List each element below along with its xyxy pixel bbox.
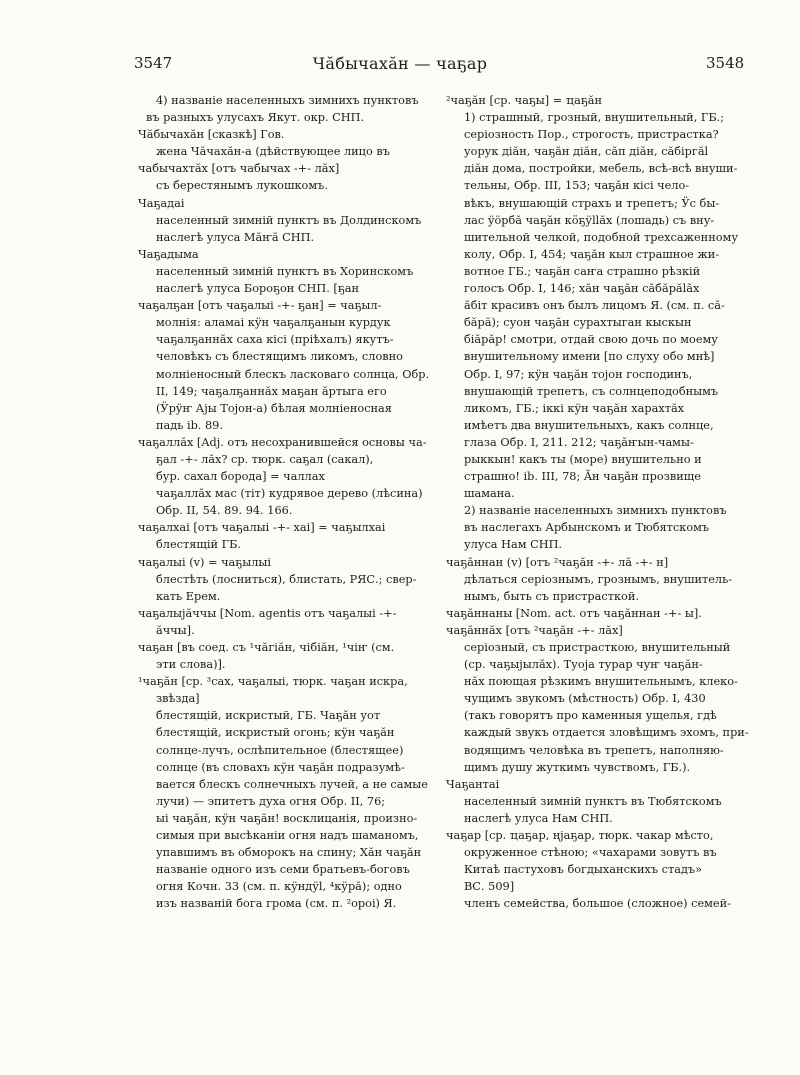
text-line: чаҕалҕаннăх саха кісі (пріѣхалъ) якутъ-	[156, 333, 394, 347]
text-line: Чăбычахăн [сказкѣ] Гов.	[138, 128, 285, 142]
text-line: колу, Обр. I, 454; чаҕăн кыл страшное жи-	[464, 247, 720, 261]
text-line: 1) страшный, грозный, внушительный, ГБ.;	[464, 111, 725, 125]
text-line: названіе одного изъ семи братьевъ-боговъ	[156, 863, 410, 877]
page-header	[0, 54, 800, 80]
text-line: изъ названій бога грома (см. п. ²ороі) Я.	[156, 897, 397, 911]
text-line: II, 149; чаҕалҕаннăх маҕан ăртыга его	[156, 384, 387, 398]
text-line: населенный зимній пунктъ въ Хоринскомъ	[156, 264, 414, 278]
text-line: имѣетъ два внушительныхъ, какъ солнце,	[464, 418, 714, 432]
text-line: блестящій, искристый огонь; кӱн чаҕăн	[156, 726, 395, 740]
text-line: ²чаҕăн [ср. чаҕы] = ҵаҕăн	[446, 94, 603, 107]
text-line: щимъ душу жуткимъ чувствомъ, ГБ.).	[464, 760, 691, 774]
text-line: въ разныхъ улусахъ Якут. окр. СНП.	[146, 111, 365, 125]
text-line: солнце (въ словахъ кӱн чаҕăн подразумѣ-	[156, 760, 405, 774]
text-line: дiăн дома, постройки, мебель, всѣ-всѣ внуши-	[464, 162, 738, 176]
text-line: шамана.	[464, 487, 515, 501]
text-line: вотное ГБ.; чаҕăн саҥа страшно рѣзкій	[464, 264, 701, 278]
text-line: молнія: аламаі кӱн чаҕалҕанын курдук	[156, 316, 391, 330]
text-line: членъ семейства, большое (сложное) семей-	[464, 897, 731, 911]
text-line: серіозность Пор., строгость, пристрастка?	[464, 128, 719, 142]
text-line: (такъ говорятъ про каменныя ущелья, гдѣ	[464, 709, 717, 723]
text-line: молніеносный блескъ ласковаго солнца, Обр.	[156, 367, 430, 381]
left-column	[138, 92, 436, 1060]
text-line: дѣлаться серіознымъ, грознымъ, внушитель-	[464, 572, 733, 586]
text-line: внушительному имени [по слуху обо мнѣ]	[464, 350, 715, 364]
text-line: блестящій ГБ.	[156, 538, 241, 552]
text-line: чаҕан [въ соед. съ ¹чăгіăн, чібіăн, ¹чіҥ (см.	[138, 641, 395, 654]
text-line: эти слова)].	[156, 658, 226, 672]
text-line: чаҕăннан (v) [отъ ²чаҕăн -+- лă -+- н]	[446, 555, 669, 569]
text-line: огня Кочн. 33 (см. п. кӱндӱl, ⁴кӱрă); одно	[156, 880, 402, 894]
right-column	[446, 92, 761, 1060]
text-line: населенный зимній пунктъ въ Тюбятскомъ	[464, 794, 722, 808]
text-line: ҕал -+- лăх? ср. тюрк. саҕал (сакал),	[156, 452, 374, 466]
text-line: чаҕăннăх [отъ ²чаҕăн -+- лăх]	[446, 623, 623, 637]
text-line: окруженное стѣною; «чахарами зовутъ въ	[464, 846, 717, 860]
text-line: глаза Обр. I, 211. 212; чаҕăҥын-чамы-	[464, 435, 694, 449]
text-line: ВС. 509]	[464, 880, 515, 894]
text-line: чаҕаллăх [Adj. отъ несохранившейся основы ча-	[138, 435, 427, 449]
text-line: ăччы].	[156, 623, 195, 637]
text-line: Чаҕадаі	[138, 196, 185, 210]
text-line: тельны, Обр. III, 153; чаҕăн кісі чело-	[464, 179, 690, 193]
text-line: чаҕăннаны [Nom. act. отъ чаҕăннан -+- ы].	[446, 606, 702, 620]
text-line: нăх поющая рѣзкимъ внушительнымъ, клеко-	[464, 675, 738, 689]
text-line: чаҕалыі (v) = чаҕылыі	[138, 555, 271, 569]
text-line: Обр. II, 54. 89. 94. 166.	[156, 504, 293, 518]
text-line: чаҕалхаі [отъ чаҕалыі -+- хаі] = чаҕылхаі	[138, 521, 386, 535]
text-line: 2) названіе населенныхъ зимнихъ пунктовъ	[464, 504, 727, 518]
text-line: чаҕалыjăччы [Nom. agentis отъ чаҕалыі -+-	[138, 606, 397, 620]
text-line: чущимъ звукомъ (мѣстность) Обр. I, 430	[464, 692, 706, 706]
text-line: ликомъ, ГБ.; іккі кӱн чаҕăн харахтăх	[464, 401, 685, 415]
text-line: уорук діăн, чаҕăн діăн, сăп дiăн, сăбiргăl	[464, 145, 709, 159]
text-line: наслегѣ улуса Мăҥă СНП.	[156, 230, 315, 244]
text-line: голосъ Обр. I, 146; хăн чаҕăн сăбăрălăх	[464, 282, 700, 296]
text-line: Чаҕадыма	[138, 247, 199, 261]
text-line: ăбiт красивъ онъ былъ лицомъ Я. (см. п. сă-	[464, 299, 725, 313]
text-line: 4) названіе населенныхъ зимнихъ пунктовъ	[156, 94, 419, 107]
text-line: человѣкъ съ блестящимъ ликомъ, словно	[156, 350, 403, 364]
text-line: лас ӱöрбă чаҕăн кӧҕӱllăх (лошадь) съ вну-	[464, 213, 715, 227]
text-line: жена Чăчахăн-а (дѣйствующее лицо въ	[156, 145, 390, 159]
text-line: въ наслегахъ Арбынскомъ и Тюбятскомъ	[464, 521, 710, 535]
text-line: наслегѣ улуса Нам СНП.	[464, 811, 613, 825]
text-line: бур. сахал борода] = чаллах	[156, 470, 325, 484]
text-line: внушающій трепетъ, съ солнцеподобнымъ	[464, 384, 719, 398]
text-line: солнце-лучъ, ослѣпительное (блестящее)	[156, 743, 404, 757]
text-line: блестящій, искристый, ГБ. Чаҕăн уот	[156, 709, 381, 723]
text-line: падь іb. 89.	[156, 418, 223, 432]
text-line: ыі чаҕăн, кӱн чаҕăн! восклицанія, произно-	[156, 811, 418, 825]
text-line: каждый звукъ отдается зловѣщимъ эхомъ, при-	[464, 726, 749, 740]
page-number-right: 3548	[706, 54, 745, 72]
text-line: водящимъ человѣка въ трепетъ, наполняю-	[464, 743, 724, 757]
text-line: (ср. чаҕыjылăх). Туоjа турар чуҥ чаҕăн-	[464, 658, 703, 672]
text-line: вается блескъ солнечныхъ лучей, а не самые	[156, 777, 428, 791]
text-line: наслегѣ улуса Бороҕон СНП. [ҕан	[156, 282, 360, 296]
text-line: чаҕар [ср. ҵаҕар, ңjаҕар, тюрк. чакар мѣсто,	[446, 829, 714, 843]
text-line: шительной челкой, подобной трехсаженному	[464, 230, 738, 244]
text-line: вѣкъ, внушающій страхъ и трепетъ; Ӱс бы-	[464, 196, 720, 210]
text-line: чаҕалҕан [отъ чаҕалыі -+- ҕан] = чаҕыл-	[138, 299, 382, 313]
text-line: улуса Нам СНП.	[464, 538, 563, 552]
page-number-left: 3547	[134, 54, 173, 72]
text-line: лучи) — эпитетъ духа огня Обр. II, 76;	[156, 794, 386, 808]
text-line: упавшимъ въ обморокъ на спину; Хăн чаҕăн	[156, 846, 422, 860]
text-line: ¹чаҕăн [ср. ³сах, чаҕалыі, тюрк. чаҕан искра,	[138, 675, 408, 689]
text-line: симыя при высѣканіи огня надъ шаманомъ,	[156, 829, 419, 843]
text-line: нымъ, быть съ пристрасткой.	[464, 589, 639, 603]
text-line: кать Ерем.	[156, 589, 221, 603]
text-line: Обр. I, 97; кӱн чаҕăн тоjон господинъ,	[464, 367, 693, 381]
text-line: Чаҕантаі	[446, 777, 500, 791]
text-line: Китаѣ пастуховъ богдыханскихъ стадъ»	[464, 863, 702, 877]
text-line: рыккын! какъ ты (море) внушительно и	[464, 452, 702, 466]
text-line: звѣзда]	[156, 692, 200, 706]
text-line: чабычахтăх [отъ чабычах -+- лăх]	[138, 162, 340, 176]
text-line: серіозный, съ пристрасткою, внушительный	[464, 641, 731, 654]
text-line: чаҕаллăх мас (тіт) кудрявое дерево (лѣсина)	[156, 487, 423, 501]
text-line: бăрă); суон чаҕăн сурахтыган кыскын	[464, 316, 692, 330]
text-line: съ берестянымъ лукошкомъ.	[156, 179, 328, 193]
text-line: страшно! іb. III, 78; Ăн чаҕăн прозвище	[464, 470, 701, 484]
page-title: Чăбычахăн — чаҕар	[312, 54, 488, 73]
text-line: блестѣть (лосниться), блистать, РЯС.; свер-	[156, 572, 417, 586]
text-line: (Ӱрӱҥ Аjы Тоjон-а) бѣлая молніеносная	[156, 401, 392, 415]
text-line: населенный зимній пунктъ въ Долдинскомъ	[156, 213, 422, 227]
text-line: біăрăр! смотри, отдай свою дочь по моему	[464, 333, 718, 347]
